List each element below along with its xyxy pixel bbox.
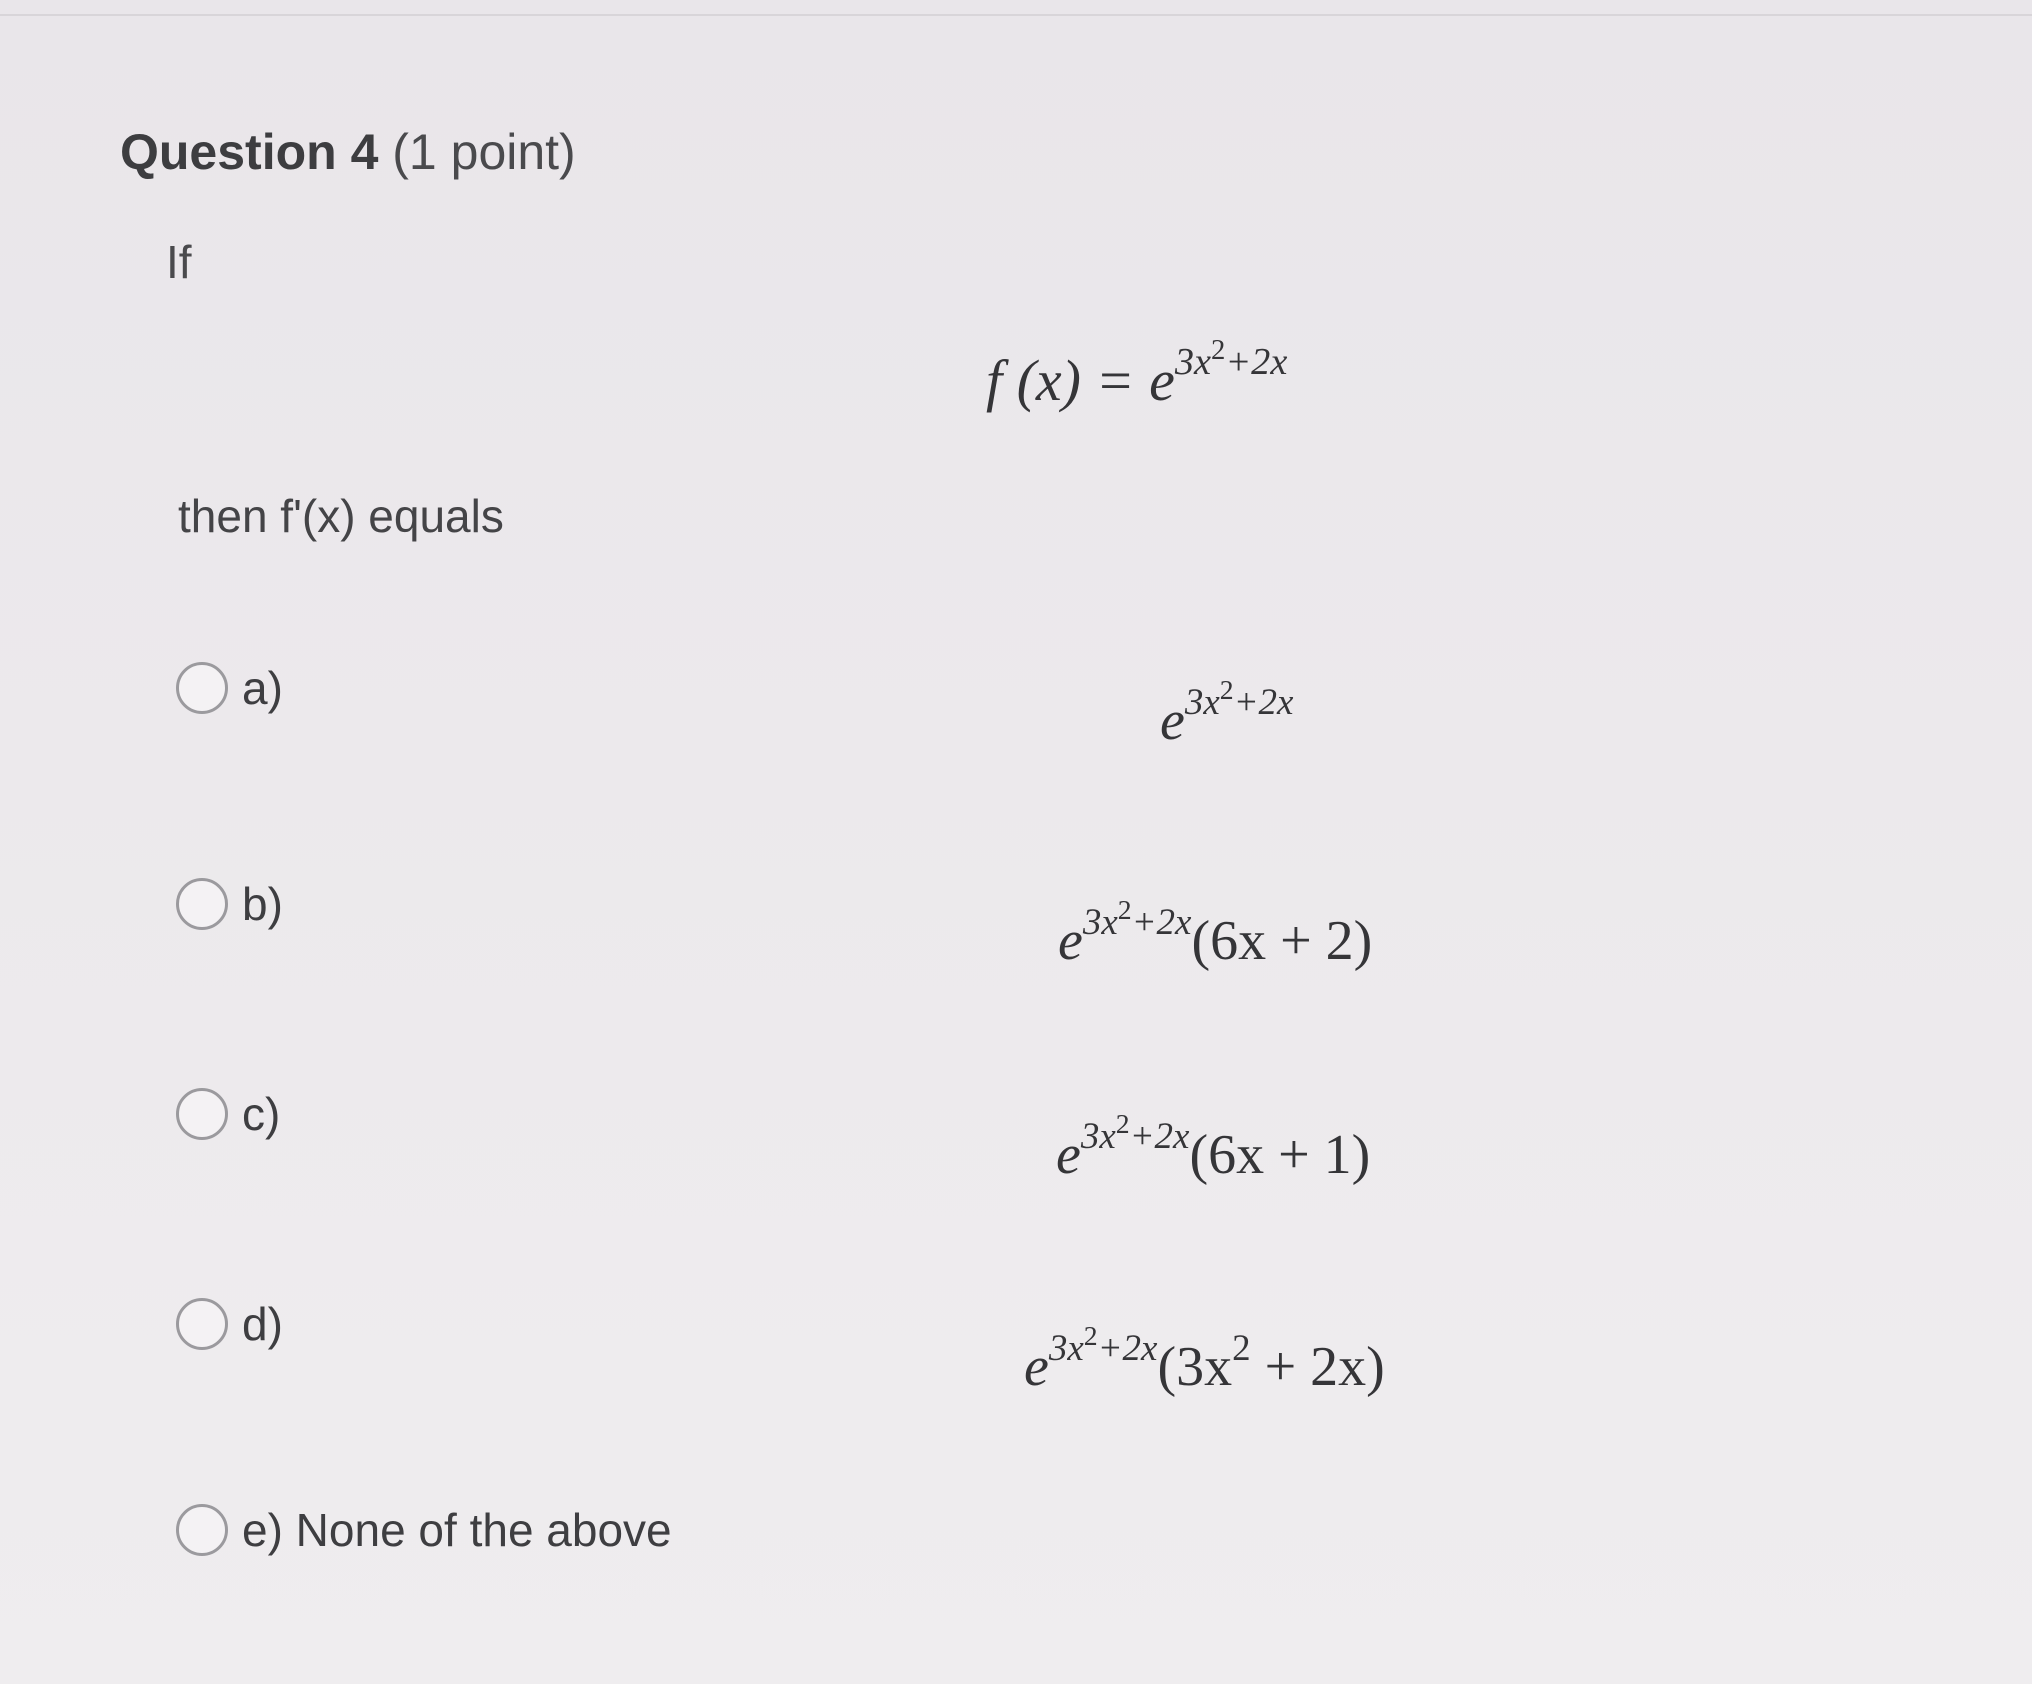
- option-c-factor: (6x + 1): [1189, 1124, 1371, 1186]
- option-c-label: c): [242, 1088, 281, 1140]
- question-followup-text: then f'(x) equals: [178, 490, 504, 542]
- given-function: [986, 333, 1288, 416]
- option-b[interactable]: [176, 876, 283, 932]
- option-d-expression: $e^{3x^2+2x}(3x^2 + 2x)$: [1024, 1320, 1385, 1398]
- option-a-expression: $e^{3x^2+2x}$: [1160, 674, 1294, 752]
- option-a[interactable]: [176, 660, 283, 716]
- option-c[interactable]: [176, 1086, 280, 1142]
- option-e[interactable]: [176, 1502, 672, 1558]
- radio-unselected-icon[interactable]: [176, 878, 228, 930]
- option-b-expression: $e^{3x^2+2x}(6x + 2)$: [1058, 894, 1373, 972]
- radio-unselected-icon[interactable]: [176, 1298, 228, 1350]
- radio-unselected-icon[interactable]: [176, 1088, 228, 1140]
- option-a-label: a): [242, 662, 283, 714]
- given-lhs: f (x) =: [986, 348, 1150, 413]
- option-c-expression: $e^{3x^2+2x}(6x + 1)$: [1056, 1108, 1371, 1186]
- given-base: e: [1149, 348, 1175, 413]
- question-number: Question 4: [120, 124, 379, 180]
- option-e-label: e) None of the above: [242, 1504, 672, 1556]
- option-b-label: b): [242, 878, 283, 930]
- top-divider: [0, 14, 2032, 16]
- radio-unselected-icon[interactable]: [176, 662, 228, 714]
- question-lead-text: If: [166, 236, 192, 288]
- question-points: (1 point): [392, 124, 576, 180]
- option-d-label: d): [242, 1298, 283, 1350]
- radio-unselected-icon[interactable]: [176, 1504, 228, 1556]
- question-title: [120, 122, 576, 182]
- given-exponent: 3x2+2x: [1174, 333, 1288, 383]
- option-d-factor: $(3x^2 + 2x)$: [1157, 1326, 1385, 1398]
- option-d[interactable]: [176, 1296, 283, 1352]
- option-b-factor: (6x + 2): [1191, 910, 1373, 972]
